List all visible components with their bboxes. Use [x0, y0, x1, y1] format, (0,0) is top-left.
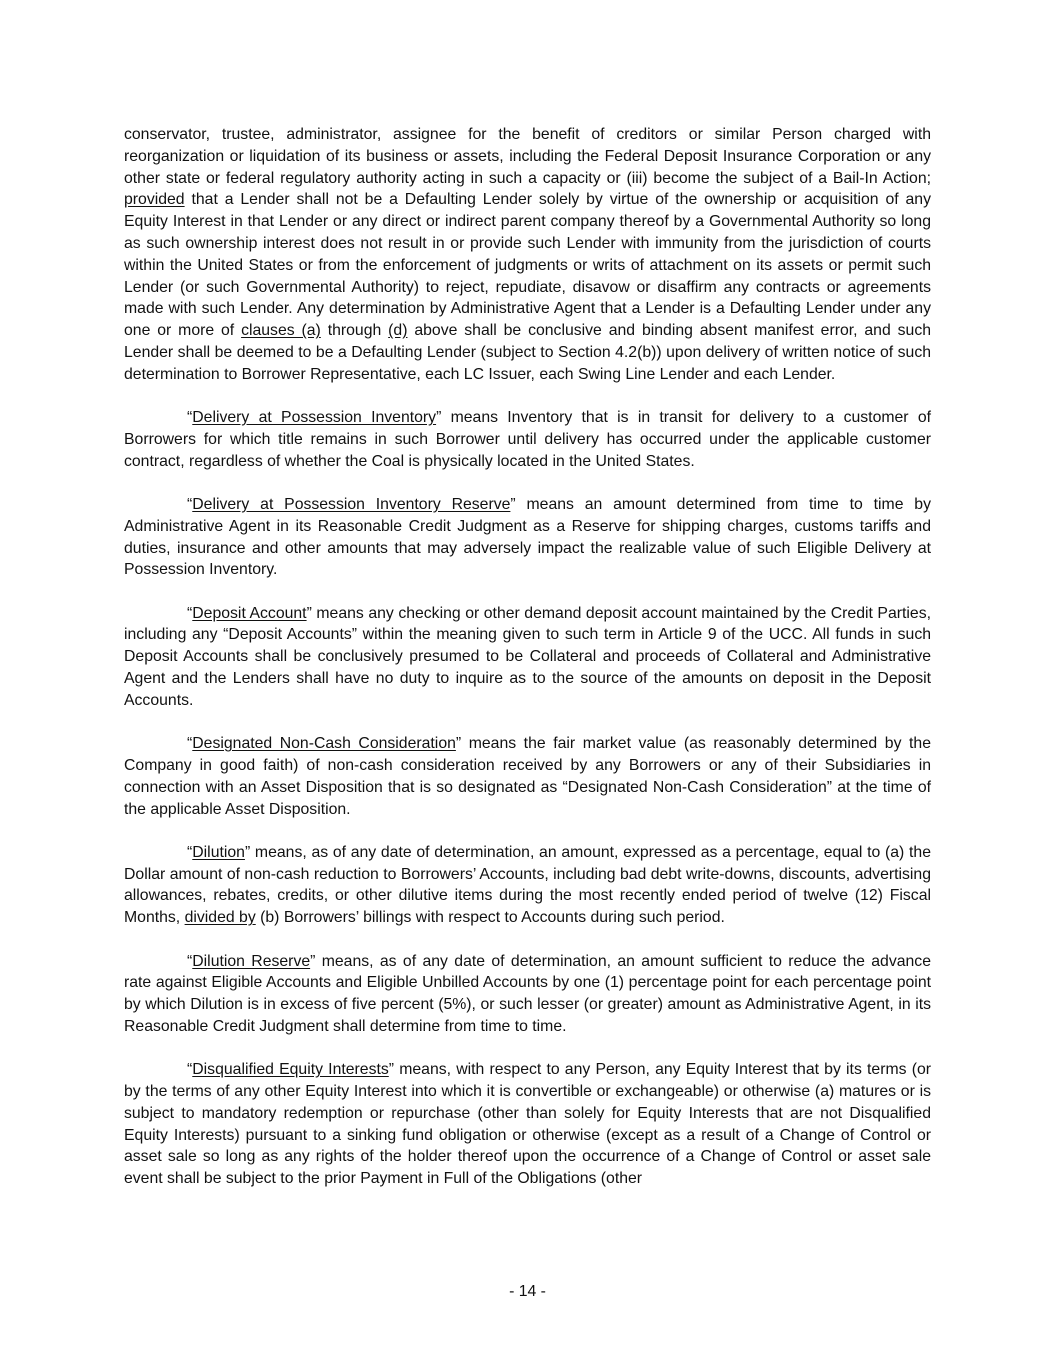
paragraph-text: “ — [187, 843, 193, 861]
defined-term: (d) — [388, 322, 408, 340]
paragraph-text: ” means Inventory that is in transit for delivery to a customer of Borrowers for which title remains in such Borrower until delivery has occurred under the applicable customer contract, regardless of whether the Coal is physically located in the United States. — [124, 409, 932, 470]
defined-term: Delivery at Possession Inventory — [192, 409, 437, 427]
paragraph-text: (b) Borrowers’ billings with respect to Accounts during such period. — [255, 909, 725, 927]
paragraph-text: “ — [187, 495, 193, 513]
paragraph-text: ” means, as of any date of determination, an amount sufficient to reduce the advance rate against Eligible Accounts and Eligible Unbilled Accounts by one (1) percentage point for each percentage point by which Dilution is in excess of five percent (5%), or such lesser (or greater) amount as Administrative Agent, in its Reasonable Credit Judgment shall determine from time to time. — [124, 952, 931, 1035]
paragraph-text: that a Lender shall not be a Defaulting Lender solely by virtue of the ownership or acquisition of any Equity Interest in that Lender or any direct or indirect parent company thereof by a Governmental Authority so long as such ownership interest does not result in or provide such Lender with immunity from the jurisdiction of courts within the United States or from the enforcement of judgments or writs of attachment on its assets or permit such Lender (or such Governmental Authority) to reject, repudiate, disavow or disaffirm any contracts or agreements made with such Lender. Any determination by Administrative Agent that a Lender is a Defaulting Lender under any one or more of — [124, 191, 931, 340]
paragraph-text: “ — [187, 952, 193, 970]
definition-paragraph — [124, 407, 931, 472]
paragraph-text: “ — [187, 1061, 193, 1079]
definition-paragraph — [124, 494, 931, 581]
paragraph-text: ” means, with respect to any Person, any Equity Interest that by its terms (or by the terms of any other Equity Interest into which it is convertible or exchangeable) or otherwise (a) matures or is subject to mandatory redemption or repurchase (other than solely for Equity Interests that are not Disqualified Equity Interests) pursuant to a sinking fund obligation or otherwise (except as a result of a Change of Control or asset sale so long as any rights of the holder thereof upon the occurrence of a Change of Control or asset sale event shall be subject to the prior Payment in Full of the Obligations (other — [124, 1061, 931, 1188]
defined-term: divided by — [184, 909, 256, 927]
defined-term: Deposit Account — [192, 604, 307, 622]
document-body — [124, 124, 931, 1211]
defined-term: Disqualified Equity Interests — [192, 1061, 389, 1079]
defined-term: Dilution — [192, 843, 245, 861]
definition-paragraph — [124, 1059, 931, 1190]
defined-term: Delivery at Possession Inventory Reserve — [192, 495, 511, 513]
defined-term: clauses (a) — [241, 322, 321, 340]
defined-term: Dilution Reserve — [192, 952, 311, 970]
definition-paragraph — [124, 733, 931, 820]
paragraph-text: “ — [187, 604, 193, 622]
paragraph-text: “ — [187, 409, 193, 427]
paragraph-text: “ — [187, 735, 193, 753]
paragraph-text: above shall be conclusive and binding absent manifest error, and such Lender shall be deemed to be a Defaulting Lender (subject to Section 4.2(b)) upon delivery of written notice of such determination to Borrower Representative, each LC Issuer, each Swing Line Lender and each Lender. — [124, 322, 932, 383]
paragraph-text: ” means, as of any date of determination, an amount, expressed as a percentage, equal to (a) the Dollar amount of non-cash reduction to Borrowers’ Accounts, including bad debt write-downs, discounts, advertising allowances, rebates, credits, or other dilutive items during the most recently ended period of twelve (12) Fiscal Months, — [124, 843, 931, 927]
paragraph-text: ” means the fair market value (as reasonably determined by the Company in good faith) of non-cash consideration received by any Borrowers or any of their Subsidiaries in connection with an Asset Disposition that is so designated as “Designated Non-Cash Consideration” at the time of the applicable Asset Disposition. — [124, 735, 931, 818]
paragraph-text: ” means any checking or other demand deposit account maintained by the Credit Parties, including any “Deposit Accounts” within the meaning given to such term in Article 9 of the UCC. All funds in such Deposit Accounts shall be conclusively presumed to be Collateral and proceeds of Collateral and Administrative Agent and the Lenders shall have no duty to inquire as to the source of the amounts on deposit in the Deposit Accounts. — [124, 604, 931, 709]
definition-paragraph — [124, 842, 931, 929]
paragraph-text: through — [320, 322, 389, 340]
definition-paragraph — [124, 951, 931, 1038]
defined-term: Designated Non-Cash Consideration — [192, 735, 456, 753]
page-number: - 14 - — [509, 1283, 546, 1300]
paragraph-text: conservator, trustee, administrator, assignee for the benefit of creditors or similar Person charged with reorganization or liquidation of its business or assets, including the Federal Deposit Insurance Corporation or any other state or federal regulatory authority acting in such a capacity or (iii) become the subject of a Bail-In Action; — [124, 126, 931, 187]
definition-paragraph — [124, 603, 931, 712]
paragraph-text: ” means an amount determined from time to time by Administrative Agent in its Reasonable Credit Judgment as a Reserve for shipping charges, customs tariffs and duties, insurance and other amounts that may adversely impact the realizable value of such Eligible Delivery at Possession Inventory. — [124, 495, 931, 579]
defined-term: provided — [124, 191, 185, 209]
definition-paragraph — [124, 124, 931, 386]
